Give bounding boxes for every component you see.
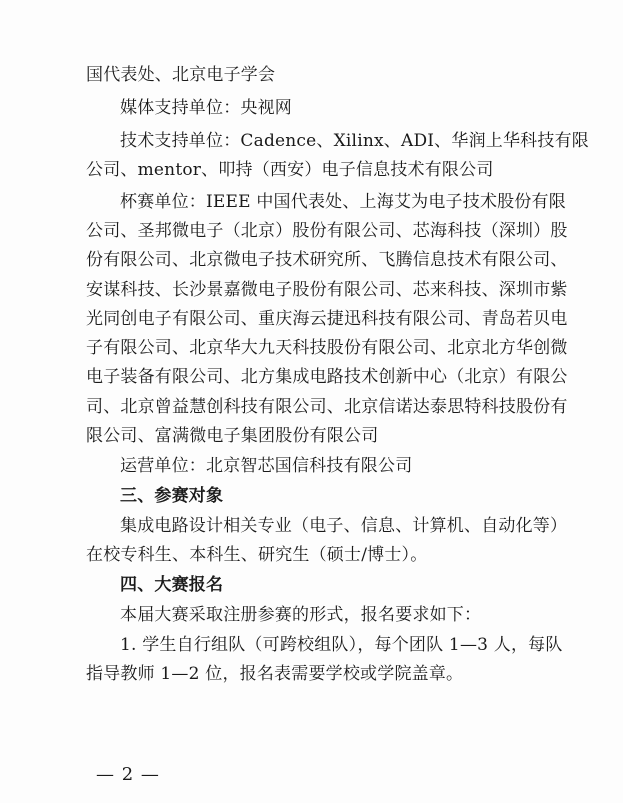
text-line-continuation: 国代表处、北京电子学会	[86, 65, 276, 85]
section-heading-registration: 四、大赛报名	[120, 575, 224, 595]
cup-sponsor-line-cont: 子有限公司、北京华大九天科技股份有限公司、北京北方华创微	[86, 338, 568, 358]
participants-line: 集成电路设计相关专业（电子、信息、计算机、自动化等）	[120, 516, 568, 536]
registration-item-1: 1. 学生自行组队（可跨校组队），每个团队 1—3 人，每队	[120, 635, 563, 655]
cup-sponsor-line-cont: 电子装备有限公司、北方集成电路技术创新中心（北京）有限公	[86, 367, 568, 387]
cup-sponsor-line-cont: 公司、圣邦微电子（北京）股份有限公司、芯海科技（深圳）股	[86, 221, 568, 241]
cup-sponsor-line-cont: 限公司、富满微电子集团股份有限公司	[86, 426, 379, 446]
cup-sponsor-line-cont: 份有限公司、北京微电子技术研究所、飞腾信息技术有限公司、	[86, 250, 568, 270]
registration-intro-line: 本届大赛采取注册参赛的形式，报名要求如下：	[120, 605, 482, 625]
operator-line: 运营单位：北京智芯国信科技有限公司	[120, 456, 413, 476]
page-number: — 2 —	[96, 764, 160, 785]
registration-item-1-cont: 指导教师 1—2 位，报名表需要学校或学院盖章。	[86, 664, 464, 684]
section-heading-participants: 三、参赛对象	[120, 486, 224, 506]
media-support-line: 媒体支持单位：央视网	[120, 98, 292, 118]
tech-support-line-cont: 公司、mentor、叩持（西安）电子信息技术有限公司	[86, 160, 494, 180]
cup-sponsor-line-cont: 司、北京曾益慧创科技有限公司、北京信诺达泰思特科技股份有	[86, 397, 568, 417]
participants-line-cont: 在校专科生、本科生、研究生（硕士/博士）。	[86, 545, 428, 565]
cup-sponsor-line-cont: 光同创电子有限公司、重庆海云捷迅科技有限公司、青岛若贝电	[86, 309, 568, 329]
cup-sponsor-line-cont: 安谋科技、长沙景嘉微电子股份有限公司、芯来科技、深圳市紫	[86, 280, 568, 300]
tech-support-line: 技术支持单位：Cadence、Xilinx、ADI、华润上华科技有限	[120, 131, 589, 151]
cup-sponsor-line: 杯赛单位：IEEE 中国代表处、上海艾为电子技术股份有限	[120, 192, 566, 212]
